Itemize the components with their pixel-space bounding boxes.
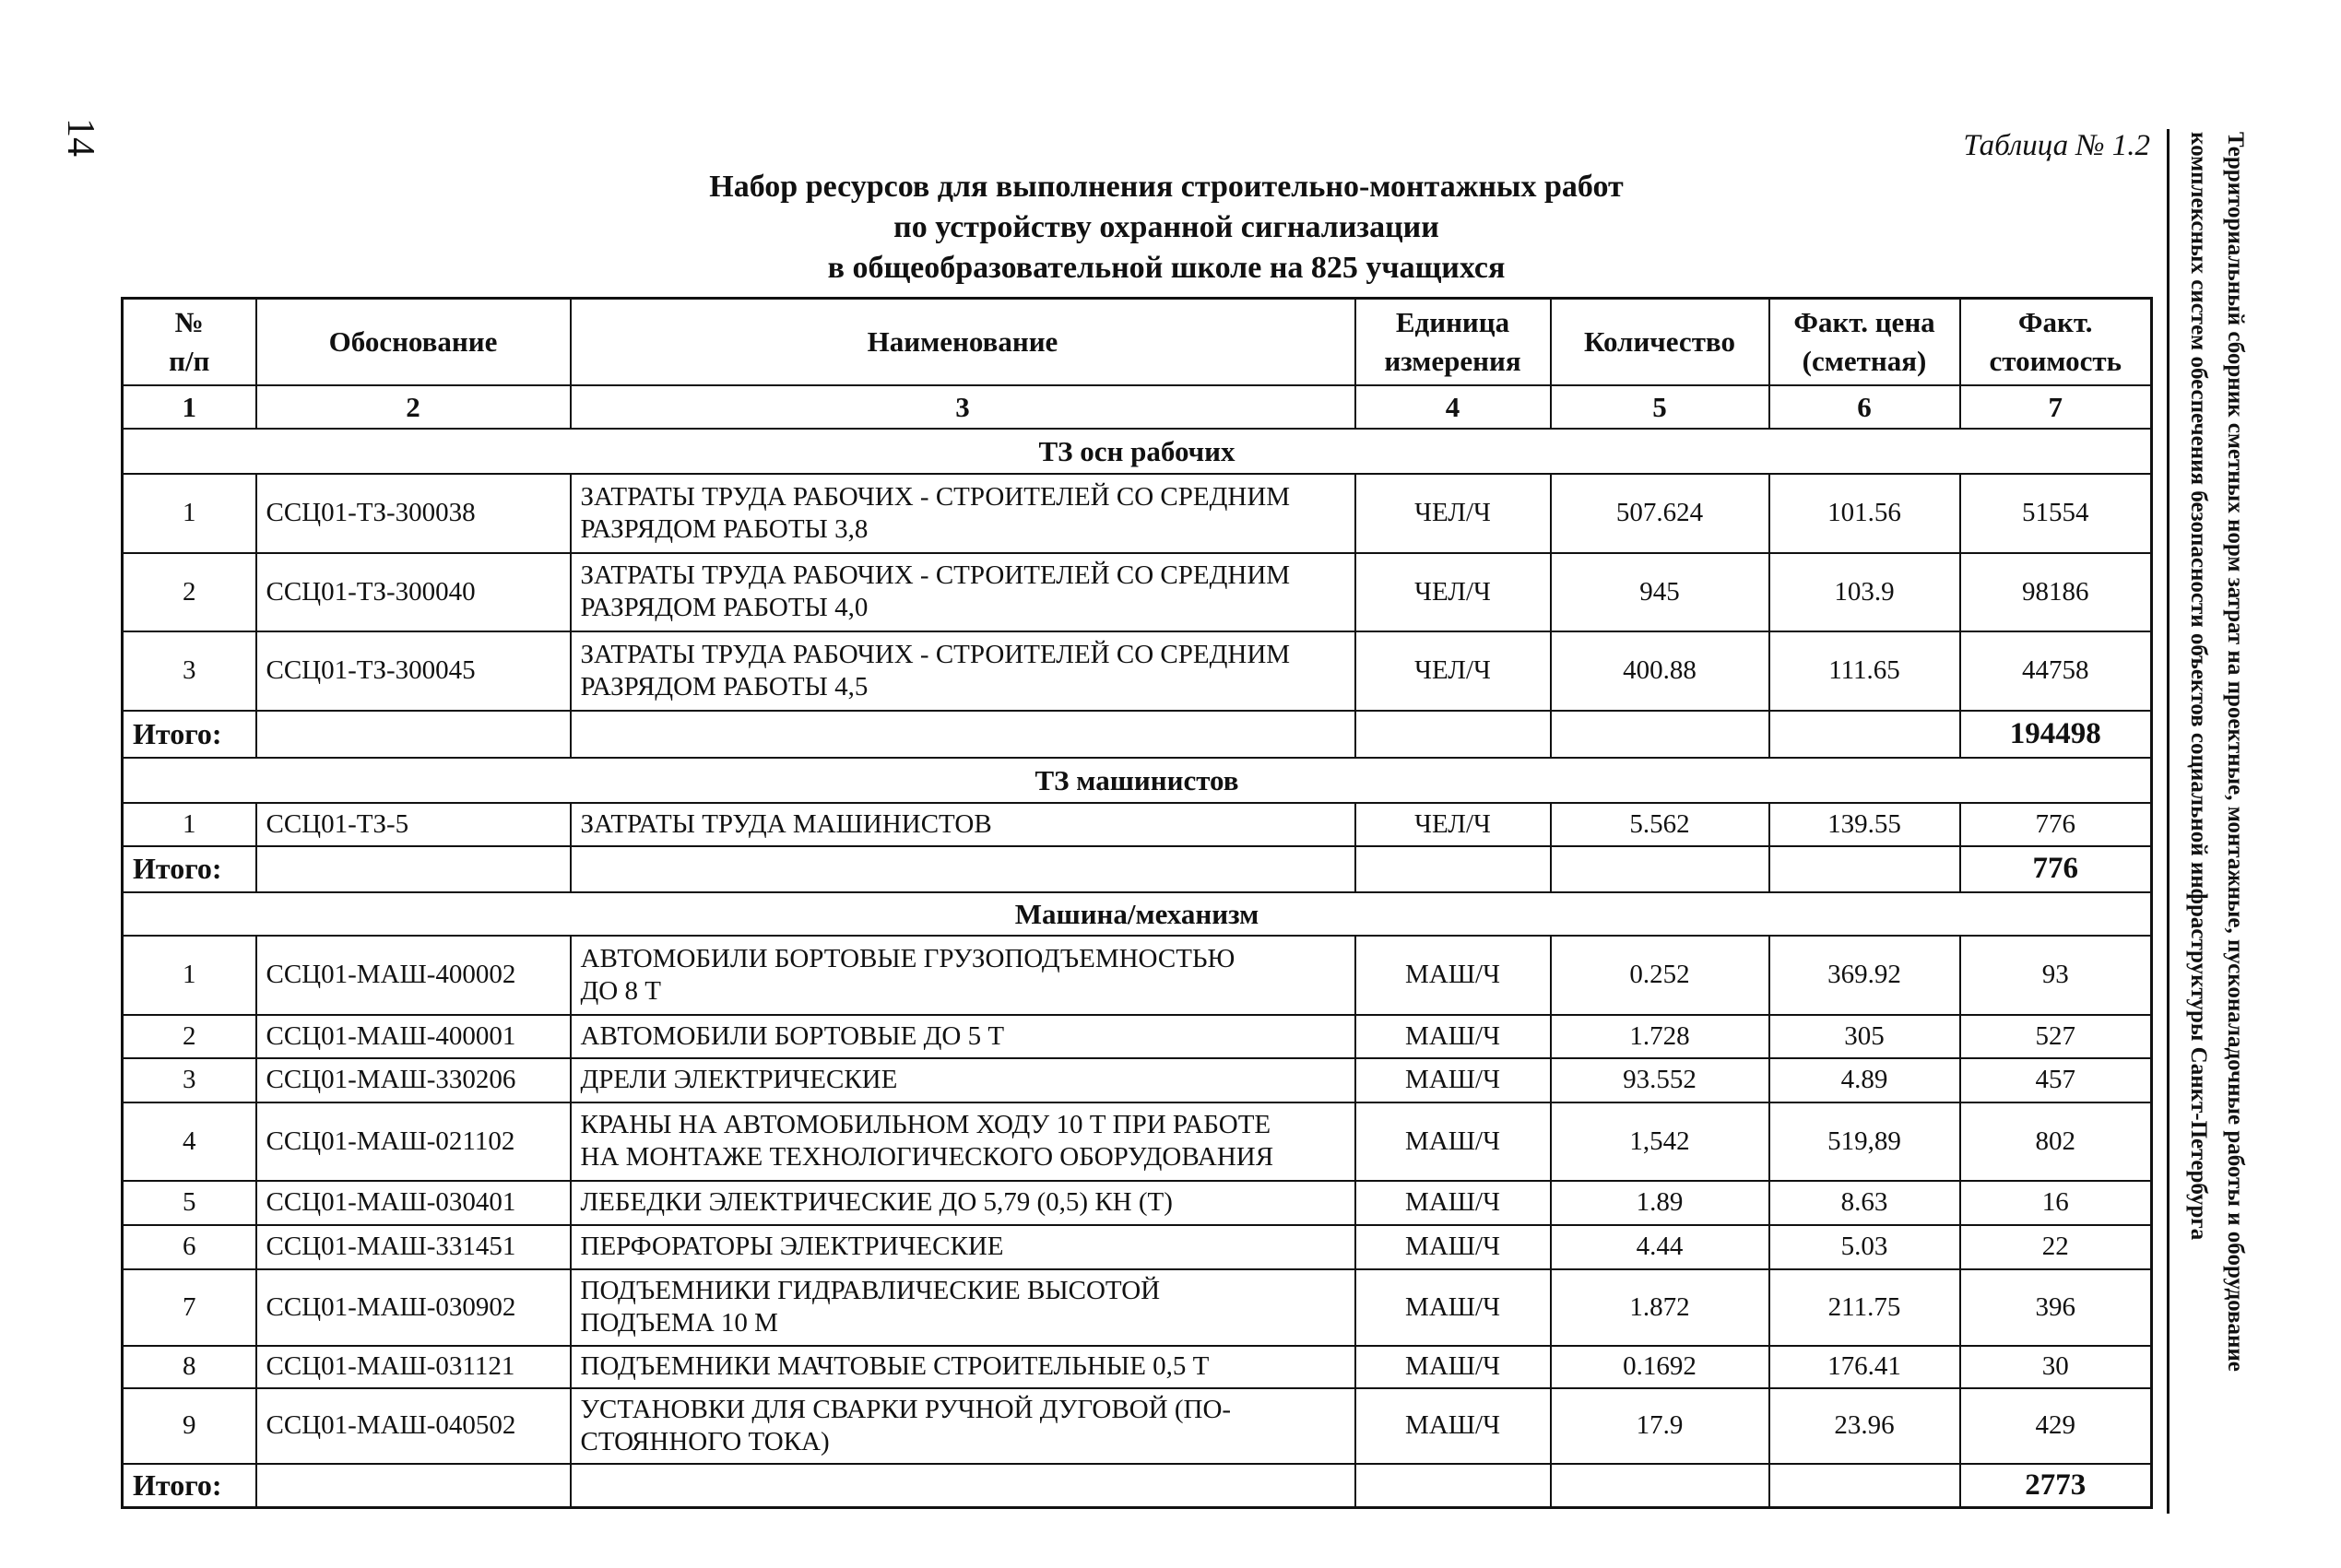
cell-cost: 457	[1960, 1058, 2152, 1102]
table-row	[123, 1015, 2152, 1058]
cell-name: ПОДЪЕМНИКИ МАЧТОВЫЕ СТРОИТЕЛЬНЫЕ 0,5 Т	[571, 1346, 1355, 1388]
cell-num: 3	[123, 631, 256, 711]
cell-price: 23.96	[1769, 1388, 1960, 1464]
cell-name: ПОДЪЕМНИКИ ГИДРАВЛИЧЕСКИЕ ВЫСОТОЙ ПОДЪЕМА 10 М	[571, 1269, 1355, 1346]
cell-num: 1	[123, 936, 256, 1015]
cell-price: 8.63	[1769, 1181, 1960, 1225]
cell-name: ДРЕЛИ ЭЛЕКТРИЧЕСКИЕ	[571, 1058, 1355, 1102]
cell-cost: 776	[1960, 803, 2152, 846]
cell-cost: 44758	[1960, 631, 2152, 711]
cell-cost: 30	[1960, 1346, 2152, 1388]
cell-empty	[256, 1464, 571, 1508]
cell-unit: МАШ/Ч	[1355, 1181, 1551, 1225]
cell-price: 211.75	[1769, 1269, 1960, 1346]
cell-basis: ССЦ01-МАШ-030401	[256, 1181, 571, 1225]
cell-cost: 802	[1960, 1102, 2152, 1181]
cell-name: КРАНЫ НА АВТОМОБИЛЬНОМ ХОДУ 10 Т ПРИ РАБОТЕ НА МОНТАЖЕ ТЕХНОЛОГИЧЕСКОГО ОБОРУДОВАНИЯ	[571, 1102, 1355, 1181]
cell-num: 9	[123, 1388, 256, 1464]
cell-empty	[571, 711, 1355, 758]
cell-qty: 5.562	[1551, 803, 1769, 846]
total-label: Итого:	[123, 1464, 256, 1508]
cell-empty	[1551, 846, 1769, 892]
cell-num: 5	[123, 1181, 256, 1225]
cell-price: 103.9	[1769, 553, 1960, 631]
cell-qty: 1.89	[1551, 1181, 1769, 1225]
cell-empty	[1355, 1464, 1551, 1508]
table-row	[123, 936, 2152, 1015]
cell-num: 2	[123, 553, 256, 631]
cell-price: 519,89	[1769, 1102, 1960, 1181]
cell-basis: ССЦ01-ТЗ-300045	[256, 631, 571, 711]
total-label: Итого:	[123, 711, 256, 758]
column-number: 6	[1769, 385, 1960, 429]
cell-name: АВТОМОБИЛИ БОРТОВЫЕ ДО 5 Т	[571, 1015, 1355, 1058]
cell-basis: ССЦ01-МАШ-330206	[256, 1058, 571, 1102]
cell-num: 7	[123, 1269, 256, 1346]
cell-basis: ССЦ01-МАШ-400002	[256, 936, 571, 1015]
table-row	[123, 1388, 2152, 1464]
cell-name: ЗАТРАТЫ ТРУДА МАШИНИСТОВ	[571, 803, 1355, 846]
cell-unit: ЧЕЛ/Ч	[1355, 553, 1551, 631]
section-title: ТЗ осн рабочих	[123, 429, 2152, 474]
cell-name: УСТАНОВКИ ДЛЯ СВАРКИ РУЧНОЙ ДУГОВОЙ (ПО- СТОЯННОГО ТОКА)	[571, 1388, 1355, 1464]
section-title: Машина/механизм	[123, 892, 2152, 936]
cell-empty	[1355, 846, 1551, 892]
cell-unit: МАШ/Ч	[1355, 936, 1551, 1015]
cell-name: ЗАТРАТЫ ТРУДА РАБОЧИХ - СТРОИТЕЛЕЙ СО СРЕДНИМ РАЗРЯДОМ РАБОТЫ 4,5	[571, 631, 1355, 711]
header-row	[123, 299, 2152, 385]
header-cost: Факт. стоимость	[1960, 299, 2152, 385]
document-title	[369, 167, 1964, 289]
column-number-row	[123, 385, 2152, 429]
cell-cost: 429	[1960, 1388, 2152, 1464]
header-basis: Обоснование	[256, 299, 571, 385]
cell-empty	[1551, 711, 1769, 758]
section-header-row	[123, 892, 2152, 936]
cell-qty: 1,542	[1551, 1102, 1769, 1181]
header-name: Наименование	[571, 299, 1355, 385]
cell-name: ЛЕБЕДКИ ЭЛЕКТРИЧЕСКИЕ ДО 5,79 (0,5) КН (Т)	[571, 1181, 1355, 1225]
cell-qty: 93.552	[1551, 1058, 1769, 1102]
cell-num: 2	[123, 1015, 256, 1058]
cell-cost: 22	[1960, 1225, 2152, 1269]
table-label: Таблица № 1.2	[1963, 129, 2150, 162]
header-price: Факт. цена (сметная)	[1769, 299, 1960, 385]
table-row	[123, 803, 2152, 846]
cell-num: 6	[123, 1225, 256, 1269]
total-row	[123, 711, 2152, 758]
cell-unit: МАШ/Ч	[1355, 1269, 1551, 1346]
table-row	[123, 1058, 2152, 1102]
cell-qty: 4.44	[1551, 1225, 1769, 1269]
cell-empty	[1769, 846, 1960, 892]
table-row	[123, 1269, 2152, 1346]
cell-price: 176.41	[1769, 1346, 1960, 1388]
cell-unit: МАШ/Ч	[1355, 1388, 1551, 1464]
column-number: 5	[1551, 385, 1769, 429]
table-row	[123, 474, 2152, 553]
cell-price: 305	[1769, 1015, 1960, 1058]
cell-price: 4.89	[1769, 1058, 1960, 1102]
column-number: 1	[123, 385, 256, 429]
cell-qty: 400.88	[1551, 631, 1769, 711]
cell-qty: 945	[1551, 553, 1769, 631]
cell-name: ПЕРФОРАТОРЫ ЭЛЕКТРИЧЕСКИЕ	[571, 1225, 1355, 1269]
table-row	[123, 1225, 2152, 1269]
column-number: 7	[1960, 385, 2152, 429]
total-value: 2773	[1960, 1464, 2152, 1508]
cell-qty: 507.624	[1551, 474, 1769, 553]
cell-cost: 396	[1960, 1269, 2152, 1346]
cell-name: ЗАТРАТЫ ТРУДА РАБОЧИХ - СТРОИТЕЛЕЙ СО СРЕДНИМ РАЗРЯДОМ РАБОТЫ 4,0	[571, 553, 1355, 631]
cell-qty: 0.1692	[1551, 1346, 1769, 1388]
cell-price: 139.55	[1769, 803, 1960, 846]
cell-unit: ЧЕЛ/Ч	[1355, 631, 1551, 711]
cell-num: 8	[123, 1346, 256, 1388]
section-title: ТЗ машинистов	[123, 758, 2152, 803]
total-label: Итого:	[123, 846, 256, 892]
cell-price: 111.65	[1769, 631, 1960, 711]
page-number: 14	[59, 118, 101, 157]
header-num: № п/п	[123, 299, 256, 385]
cell-basis: ССЦ01-МАШ-331451	[256, 1225, 571, 1269]
cell-name: ЗАТРАТЫ ТРУДА РАБОЧИХ - СТРОИТЕЛЕЙ СО СРЕДНИМ РАЗРЯДОМ РАБОТЫ 3,8	[571, 474, 1355, 553]
column-number: 4	[1355, 385, 1551, 429]
title-line-2: по устройству охранной сигнализации	[893, 210, 1439, 244]
cell-cost: 51554	[1960, 474, 2152, 553]
cell-empty	[571, 1464, 1355, 1508]
cell-cost: 98186	[1960, 553, 2152, 631]
cell-basis: ССЦ01-ТЗ-5	[256, 803, 571, 846]
column-number: 2	[256, 385, 571, 429]
total-value: 194498	[1960, 711, 2152, 758]
table-row	[123, 631, 2152, 711]
cell-unit: МАШ/Ч	[1355, 1058, 1551, 1102]
table-row	[123, 1181, 2152, 1225]
cell-cost: 16	[1960, 1181, 2152, 1225]
cell-basis: ССЦ01-МАШ-400001	[256, 1015, 571, 1058]
cell-unit: МАШ/Ч	[1355, 1102, 1551, 1181]
cell-qty: 1.872	[1551, 1269, 1769, 1346]
cell-num: 3	[123, 1058, 256, 1102]
cell-basis: ССЦ01-МАШ-021102	[256, 1102, 571, 1181]
cell-cost: 93	[1960, 936, 2152, 1015]
cell-num: 1	[123, 803, 256, 846]
cell-price: 5.03	[1769, 1225, 1960, 1269]
vertical-divider	[2167, 129, 2170, 1514]
table-row	[123, 553, 2152, 631]
cell-name: АВТОМОБИЛИ БОРТОВЫЕ ГРУЗОПОДЪЕМНОСТЬЮ ДО 8 Т	[571, 936, 1355, 1015]
cell-qty: 1.728	[1551, 1015, 1769, 1058]
cell-unit: МАШ/Ч	[1355, 1015, 1551, 1058]
cell-price: 369.92	[1769, 936, 1960, 1015]
cell-num: 4	[123, 1102, 256, 1181]
section-header-row	[123, 758, 2152, 803]
cell-num: 1	[123, 474, 256, 553]
cell-empty	[1551, 1464, 1769, 1508]
cell-unit: МАШ/Ч	[1355, 1346, 1551, 1388]
header-unit: Единица измерения	[1355, 299, 1551, 385]
cell-basis: ССЦ01-ТЗ-300040	[256, 553, 571, 631]
cell-basis: ССЦ01-МАШ-031121	[256, 1346, 571, 1388]
cell-unit: ЧЕЛ/Ч	[1355, 803, 1551, 846]
header-qty: Количество	[1551, 299, 1769, 385]
cell-qty: 17.9	[1551, 1388, 1769, 1464]
cell-unit: МАШ/Ч	[1355, 1225, 1551, 1269]
column-number: 3	[571, 385, 1355, 429]
table-row	[123, 1346, 2152, 1388]
cell-empty	[1769, 711, 1960, 758]
cell-empty	[1769, 1464, 1960, 1508]
side-title-line-2: комплексных систем обеспечения безопасности объектов социальной инфраструктуры Санкт-Петербурга	[2186, 132, 2211, 1241]
cell-basis: ССЦ01-МАШ-030902	[256, 1269, 571, 1346]
section-header-row	[123, 429, 2152, 474]
cell-empty	[571, 846, 1355, 892]
cell-cost: 527	[1960, 1015, 2152, 1058]
cell-unit: ЧЕЛ/Ч	[1355, 474, 1551, 553]
resource-table	[121, 297, 2153, 1509]
total-row	[123, 1464, 2152, 1508]
title-line-1: Набор ресурсов для выполнения строительно-монтажных работ	[709, 170, 1624, 204]
cell-price: 101.56	[1769, 474, 1960, 553]
cell-basis: ССЦ01-МАШ-040502	[256, 1388, 571, 1464]
cell-empty	[1355, 711, 1551, 758]
cell-qty: 0.252	[1551, 936, 1769, 1015]
title-line-3: в общеобразовательной школе на 825 учащихся	[827, 251, 1506, 285]
side-title-line-1: Территориальный сборник сметных норм затрат на проектные, монтажные, пусконаладочные работы и оборудование	[2223, 132, 2248, 1372]
cell-empty	[256, 846, 571, 892]
cell-basis: ССЦ01-ТЗ-300038	[256, 474, 571, 553]
total-value: 776	[1960, 846, 2152, 892]
table-row	[123, 1102, 2152, 1181]
total-row	[123, 846, 2152, 892]
cell-empty	[256, 711, 571, 758]
